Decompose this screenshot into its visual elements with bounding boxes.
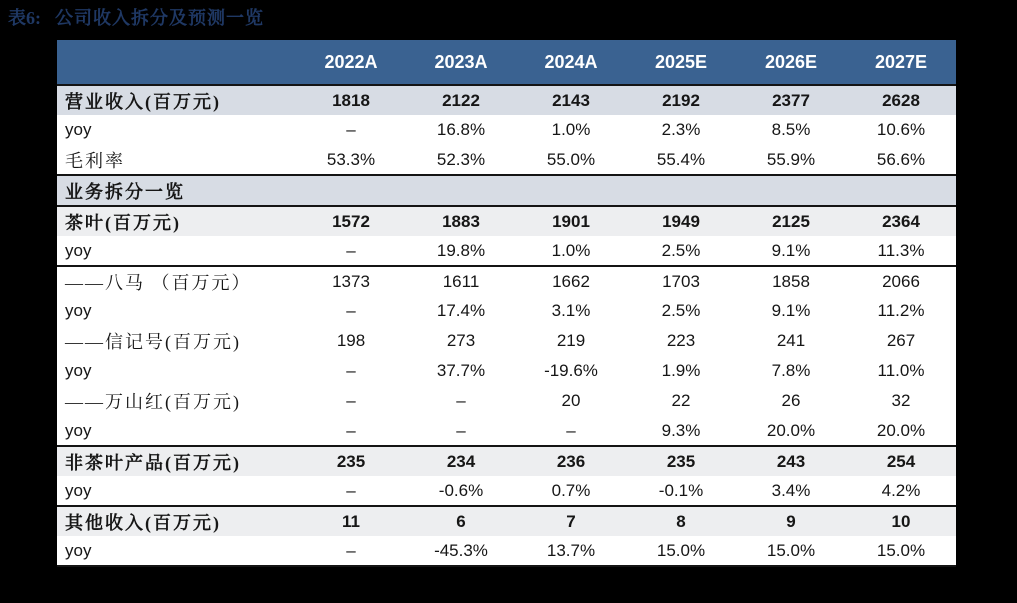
value-cell: 2125 [736,206,846,236]
value-cell: 2.5% [626,236,736,266]
value-cell: 1949 [626,206,736,236]
table-row-5 [57,236,956,266]
row-label: 茶叶(百万元) [57,206,296,236]
value-cell: 8 [626,506,736,536]
value-cell: – [296,536,406,566]
value-cell: 241 [736,326,846,356]
value-cell: 4.2% [846,476,956,506]
value-cell: 10.6% [846,115,956,145]
value-cell: 273 [406,326,516,356]
value-cell: 20.0% [736,416,846,446]
value-cell: 1883 [406,206,516,236]
column-header-2023A: 2023A [406,40,516,85]
value-cell: 11.3% [846,236,956,266]
value-cell: 19.8% [406,236,516,266]
value-cell: 1572 [296,206,406,236]
value-cell: 16.8% [406,115,516,145]
table-row-9 [57,356,956,386]
row-label: yoy [57,356,296,386]
row-label: yoy [57,536,296,566]
value-cell: 56.6% [846,145,956,175]
table-head [57,40,956,85]
value-cell: 1901 [516,206,626,236]
value-cell: 2377 [736,85,846,115]
table-number: 表6: [8,8,41,28]
value-cell: 235 [626,446,736,476]
value-cell: 1662 [516,266,626,296]
row-label: yoy [57,115,296,145]
value-cell: -45.3% [406,536,516,566]
value-cell: 52.3% [406,145,516,175]
table-row-15 [57,536,956,566]
column-header-2024A: 2024A [516,40,626,85]
value-cell: 1818 [296,85,406,115]
value-cell: 17.4% [406,296,516,326]
value-cell: 53.3% [296,145,406,175]
row-label: ——信记号(百万元) [57,326,296,356]
value-cell: 2122 [406,85,516,115]
value-cell: 1611 [406,266,516,296]
value-cell: 15.0% [626,536,736,566]
value-cell: 267 [846,326,956,356]
row-label: 营业收入(百万元) [57,85,296,115]
table-row-1 [57,115,956,145]
value-cell: 6 [406,506,516,536]
value-cell: – [296,236,406,266]
value-cell: 1858 [736,266,846,296]
value-cell: 9 [736,506,846,536]
value-cell: 235 [296,446,406,476]
column-header-2022A: 2022A [296,40,406,85]
value-cell: 11.2% [846,296,956,326]
row-label: yoy [57,296,296,326]
value-cell: 26 [736,386,846,416]
value-cell: – [406,416,516,446]
value-cell: 11 [296,506,406,536]
value-cell: 2143 [516,85,626,115]
value-cell: 13.7% [516,536,626,566]
table-row-13 [57,476,956,506]
value-cell: 1703 [626,266,736,296]
value-cell: 219 [516,326,626,356]
value-cell: -19.6% [516,356,626,386]
value-cell: 9.3% [626,416,736,446]
revenue-forecast-table-wrap [57,40,956,567]
value-cell: 22 [626,386,736,416]
row-label: ——八马 （百万元） [57,266,296,296]
value-cell: – [296,356,406,386]
value-cell: 3.4% [736,476,846,506]
value-cell: 198 [296,326,406,356]
value-cell: 20 [516,386,626,416]
value-cell: – [406,386,516,416]
value-cell: 55.9% [736,145,846,175]
value-cell: 1.9% [626,356,736,386]
table-caption [8,4,264,30]
value-cell: 0.7% [516,476,626,506]
value-cell: 55.4% [626,145,736,175]
table-row-0 [57,85,956,115]
value-cell: 234 [406,446,516,476]
value-cell: 15.0% [736,536,846,566]
value-cell: 1373 [296,266,406,296]
row-label: ——万山红(百万元) [57,386,296,416]
table-row-4 [57,206,956,236]
row-label: 毛利率 [57,145,296,175]
header-row [57,40,956,85]
table-title: 公司收入拆分及预测一览 [55,8,264,28]
column-header-2025E: 2025E [626,40,736,85]
table-row-2 [57,145,956,175]
table-body [57,85,956,566]
value-cell: – [296,115,406,145]
value-cell: 2364 [846,206,956,236]
column-header-2026E: 2026E [736,40,846,85]
value-cell: 8.5% [736,115,846,145]
value-cell: 11.0% [846,356,956,386]
value-cell: – [296,416,406,446]
table-row-14 [57,506,956,536]
value-cell: 9.1% [736,236,846,266]
value-cell: 32 [846,386,956,416]
value-cell: 223 [626,326,736,356]
value-cell: 254 [846,446,956,476]
value-cell: 37.7% [406,356,516,386]
table-row-12 [57,446,956,476]
column-header-2027E: 2027E [846,40,956,85]
value-cell: 15.0% [846,536,956,566]
row-label: yoy [57,236,296,266]
value-cell: 2066 [846,266,956,296]
value-cell: 9.1% [736,296,846,326]
value-cell: 1.0% [516,115,626,145]
value-cell: 3.1% [516,296,626,326]
value-cell: 2.5% [626,296,736,326]
row-label: 业务拆分一览 [57,175,956,206]
value-cell: – [296,296,406,326]
value-cell: 10 [846,506,956,536]
value-cell: 1.0% [516,236,626,266]
value-cell: 2628 [846,85,956,115]
row-label: 非茶叶产品(百万元) [57,446,296,476]
value-cell: – [516,416,626,446]
value-cell: 55.0% [516,145,626,175]
value-cell: 2.3% [626,115,736,145]
value-cell: 7 [516,506,626,536]
revenue-forecast-table [57,40,956,567]
table-row-10 [57,386,956,416]
value-cell: -0.1% [626,476,736,506]
value-cell: 243 [736,446,846,476]
row-label: 其他收入(百万元) [57,506,296,536]
value-cell: – [296,476,406,506]
value-cell: – [296,386,406,416]
value-cell: -0.6% [406,476,516,506]
table-row-11 [57,416,956,446]
table-row-3 [57,175,956,206]
row-label: yoy [57,416,296,446]
value-cell: 7.8% [736,356,846,386]
value-cell: 236 [516,446,626,476]
row-label: yoy [57,476,296,506]
row-label-header [57,40,296,85]
table-row-6 [57,266,956,296]
value-cell: 20.0% [846,416,956,446]
table-row-7 [57,296,956,326]
table-row-8 [57,326,956,356]
value-cell: 2192 [626,85,736,115]
